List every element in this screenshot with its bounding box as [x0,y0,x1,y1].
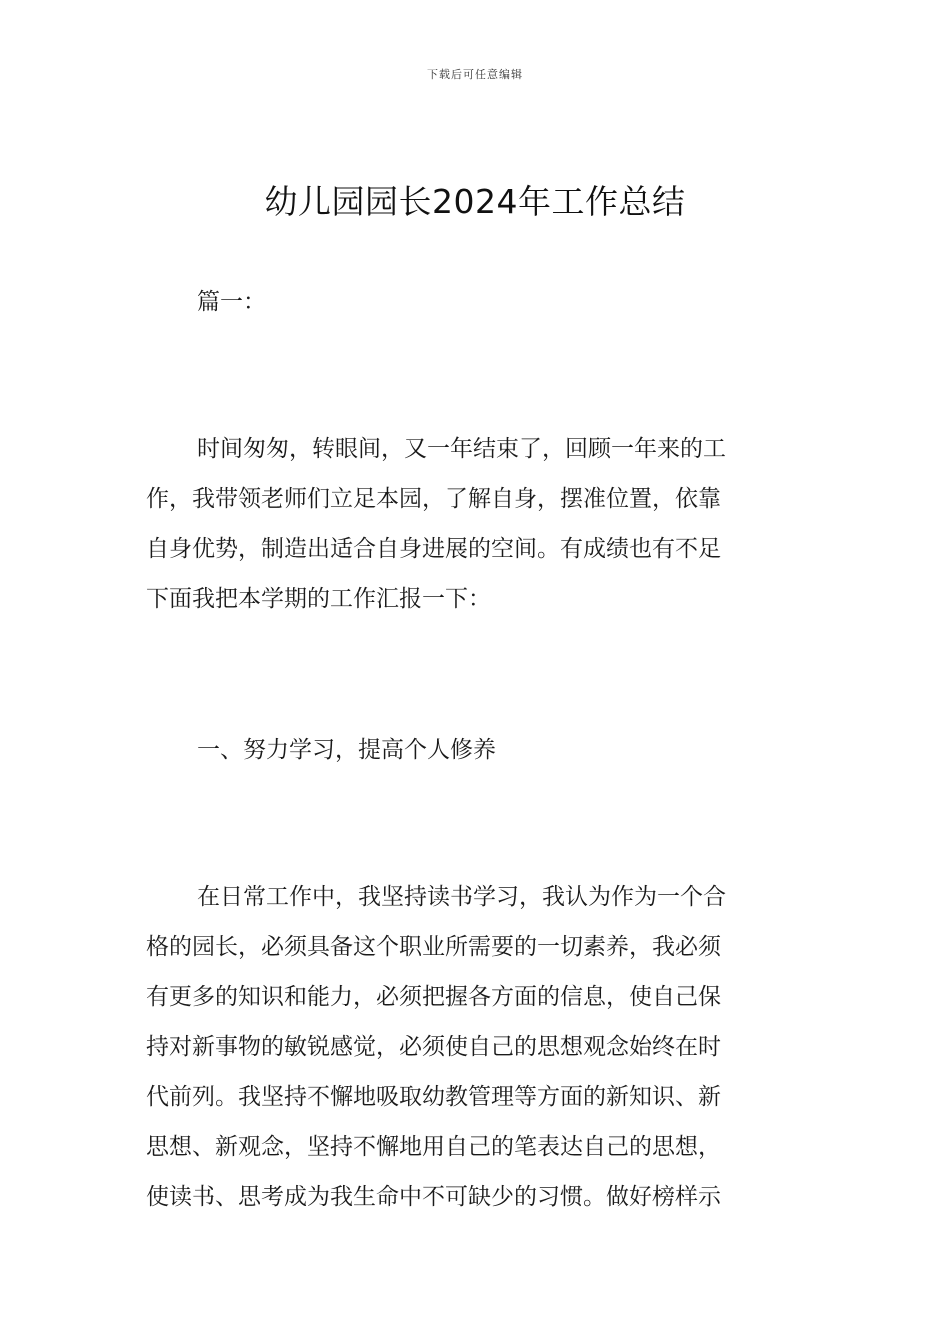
section-label: 篇一： [197,289,266,315]
paragraph-line: 格的园长，必须具备这个职业所需要的一切素养，我必须 [146,934,721,960]
paragraph-study [146,872,811,1222]
paragraph-line: 下面我把本学期的工作汇报一下： [146,586,491,612]
paragraph-line: 有更多的知识和能力，必须把握各方面的信息，使自己保 [146,984,721,1010]
paragraph-line: 作，我带领老师们立足本园，了解自身，摆准位置，依靠 [146,486,721,512]
paragraph-line: 在日常工作中，我坚持读书学习，我认为作为一个合 [197,884,726,910]
header-note: 下载后可任意编辑 [427,68,523,81]
paragraph-intro [146,424,811,624]
document-title: 幼儿园园长2024年工作总结 [264,182,686,221]
section-heading: 一、努力学习，提高个人修养 [197,737,496,763]
paragraph-line: 思想、新观念，坚持不懈地用自己的笔表达自己的思想， [146,1134,721,1160]
paragraph-line: 使读书、思考成为我生命中不可缺少的习惯。做好榜样示 [146,1184,721,1210]
paragraph-line: 自身优势，制造出适合自身进展的空间。有成绩也有不足 [146,536,721,562]
paragraph-line: 持对新事物的敏锐感觉，必须使自己的思想观念始终在时 [146,1034,721,1060]
paragraph-line: 时间匆匆，转眼间，又一年结束了，回顾一年来的工 [197,436,726,462]
paragraph-line: 代前列。我坚持不懈地吸取幼教管理等方面的新知识、新 [146,1084,721,1110]
